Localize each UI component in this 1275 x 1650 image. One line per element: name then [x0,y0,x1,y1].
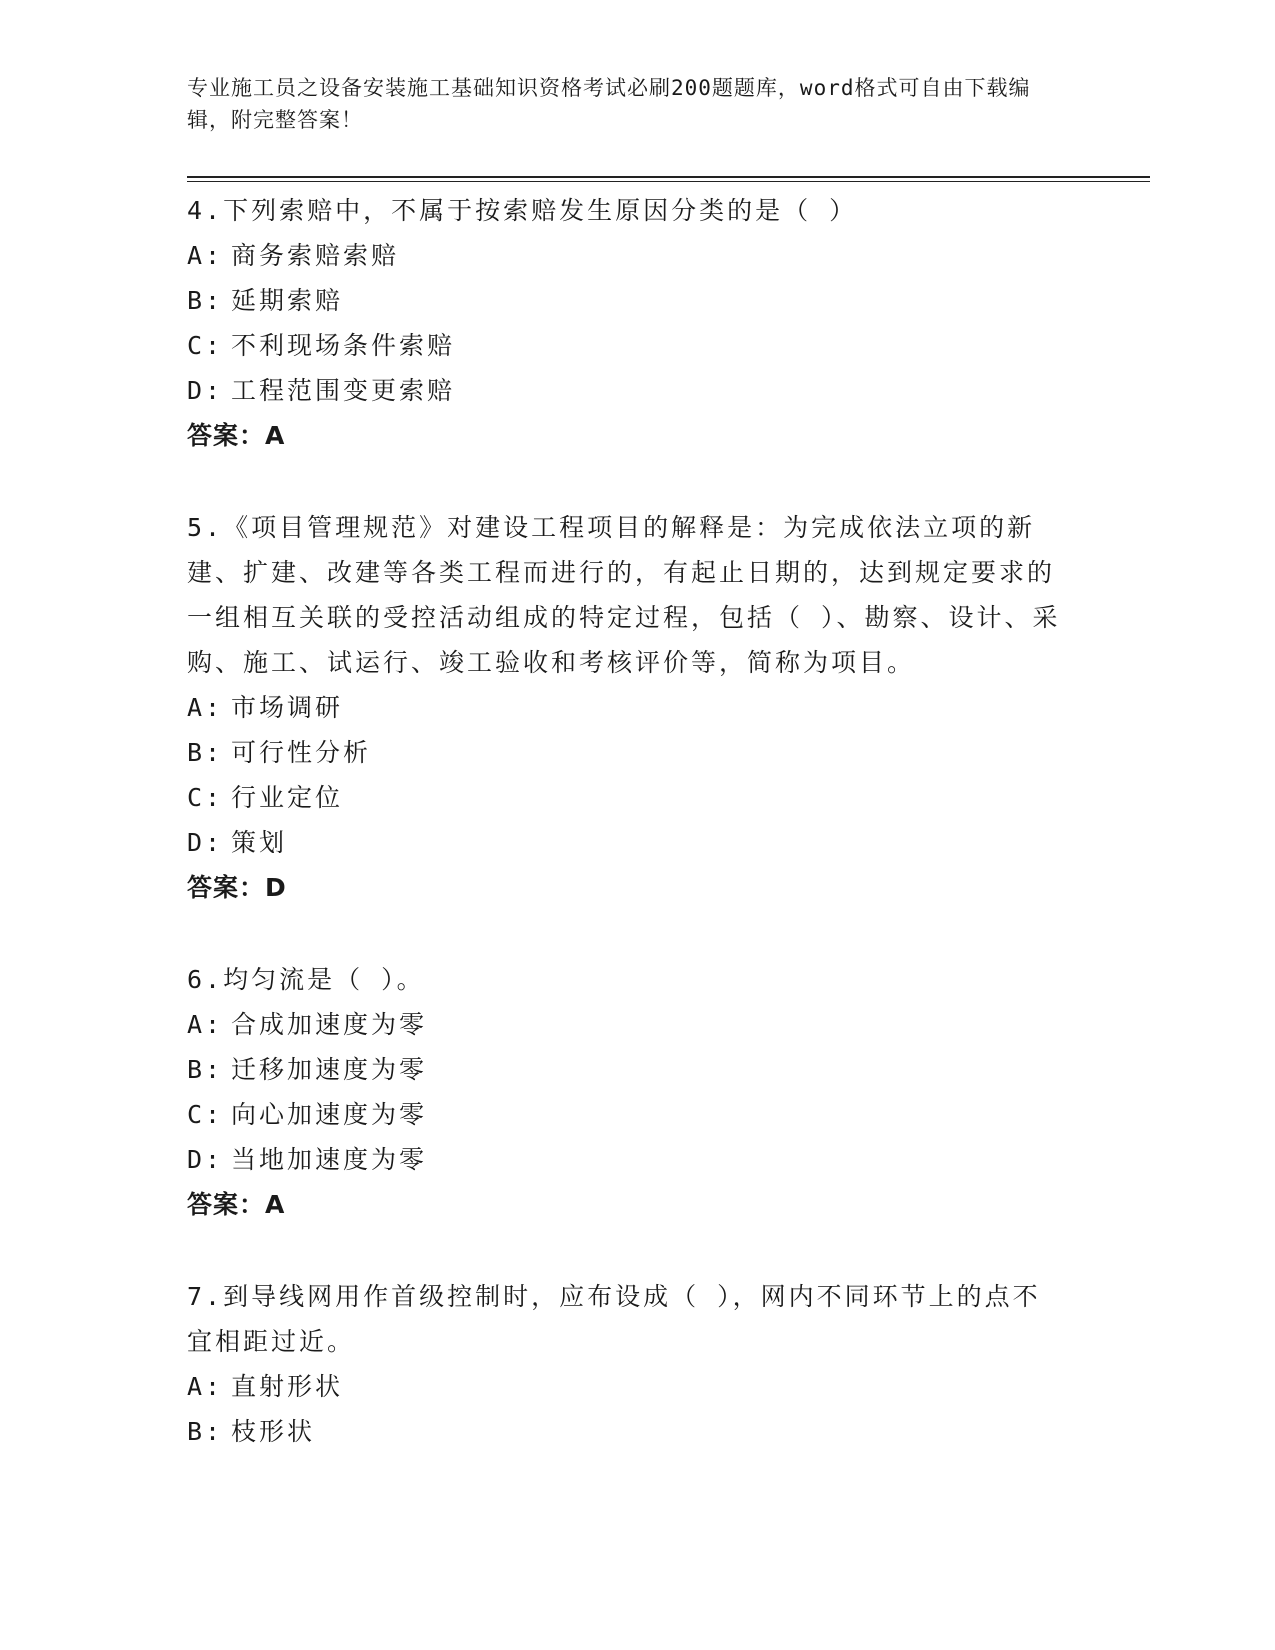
option-text: 直射形状 [231,1372,344,1401]
question-4 [187,188,1087,459]
option-text: 工程范围变更索赔 [231,376,456,405]
question-6 [187,957,1087,1228]
option-letter: C: [187,1100,224,1129]
option-text: 延期索赔 [231,286,344,315]
answer: 答案：A [187,421,286,450]
option-letter: A: [187,693,224,722]
option-a [187,1002,1087,1047]
option-text: 向心加速度为零 [231,1100,428,1129]
option-b [187,1047,1087,1092]
option-letter: B: [187,286,224,315]
option-text: 可行性分析 [231,738,372,767]
question-text: 4.下列索赔中，不属于按索赔发生原因分类的是（ ） [187,196,858,225]
option-letter: D: [187,828,224,857]
question-5 [187,505,1087,911]
option-letter: B: [187,1055,224,1084]
option-d [187,1137,1087,1182]
option-c [187,323,1087,368]
option-b [187,730,1087,775]
option-c [187,775,1087,820]
option-text: 迁移加速度为零 [231,1055,428,1084]
option-letter: A: [187,241,224,270]
header-rule-thin [187,181,1150,182]
option-text: 枝形状 [231,1417,316,1446]
document-header: 专业施工员之设备安装施工基础知识资格考试必刷200题题库，word格式可自由下载编辑，附完整答案！ [187,76,1031,132]
option-a [187,233,1087,278]
option-a [187,1364,1087,1409]
option-text: 当地加速度为零 [231,1145,428,1174]
question-text: 7.到导线网用作首级控制时，应布设成（ ），网内不同环节上的点不宜相距过近。 [187,1282,1041,1356]
option-letter: D: [187,1145,224,1174]
option-b [187,1409,1087,1454]
option-text: 行业定位 [231,783,344,812]
question-list [187,188,1087,1500]
option-a [187,685,1087,730]
option-letter: C: [187,783,224,812]
question-7 [187,1274,1087,1454]
option-d [187,820,1087,865]
option-letter: A: [187,1010,224,1039]
header-rule-thick [187,176,1150,178]
option-text: 不利现场条件索赔 [231,331,456,360]
option-b [187,278,1087,323]
option-letter: A: [187,1372,224,1401]
option-text: 商务索赔索赔 [231,241,400,270]
question-text: 6.均匀流是（ ）。 [187,965,425,994]
option-text: 合成加速度为零 [231,1010,428,1039]
option-letter: D: [187,376,224,405]
option-c [187,1092,1087,1137]
answer: 答案：A [187,1190,286,1219]
option-letter: B: [187,1417,224,1446]
option-letter: C: [187,331,224,360]
option-d [187,368,1087,413]
question-text: 5.《项目管理规范》对建设工程项目的解释是：为完成依法立项的新建、扩建、改建等各类工程而进行的，有起止日期的，达到规定要求的一组相互关联的受控活动组成的特定过程，包括（ ）、勘察、设计、采购、施工、试运行、竣工验收和考核评价等，简称为项目。 [187,513,1061,677]
option-text: 市场调研 [231,693,344,722]
answer: 答案：D [187,873,287,902]
option-text: 策划 [231,828,288,857]
option-letter: B: [187,738,224,767]
